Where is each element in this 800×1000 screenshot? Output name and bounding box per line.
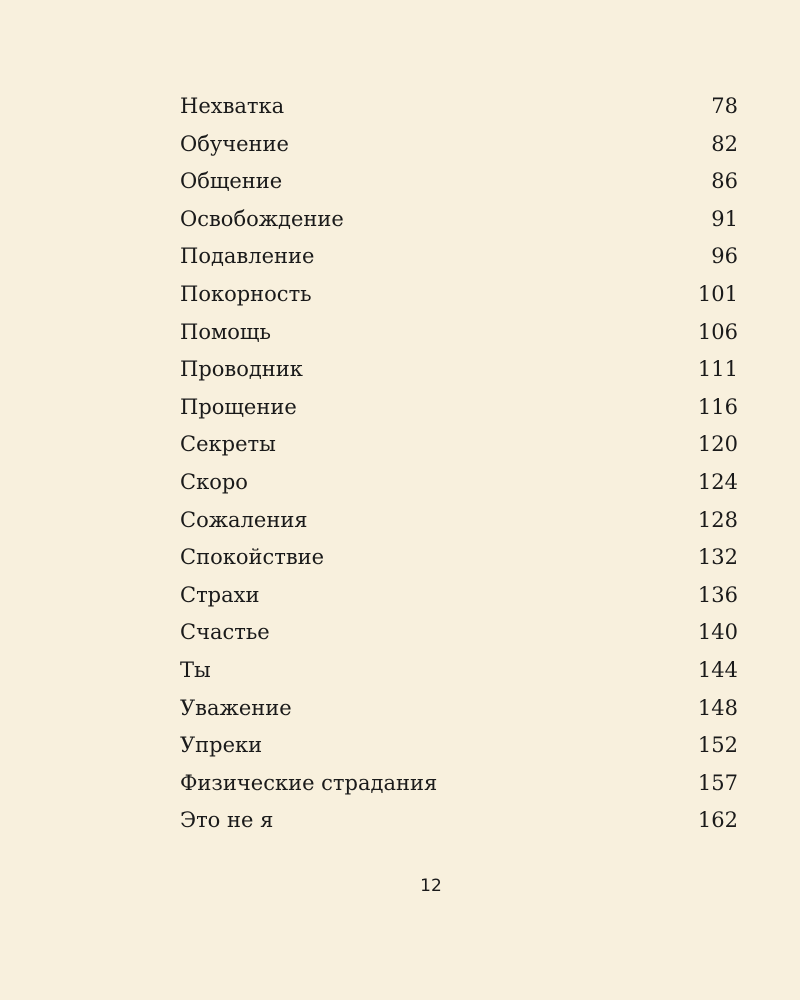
toc-entry-page: 111	[697, 357, 738, 382]
toc-entry	[180, 727, 738, 765]
toc-entry-title: Физические страдания	[180, 770, 438, 795]
toc-entry-title: Страхи	[180, 582, 260, 607]
toc-entry-title: Секреты	[180, 432, 276, 457]
toc-entry	[180, 690, 738, 728]
toc-entry-title: Счастье	[180, 620, 270, 645]
toc-entry-page: 144	[697, 657, 738, 682]
toc-entry-title: Покорность	[180, 281, 312, 306]
toc-entry-title: Скоро	[180, 469, 248, 494]
toc-entry-title: Общение	[180, 169, 283, 194]
toc-entry-title: Упреки	[180, 733, 263, 758]
toc-entry-page: 162	[697, 808, 738, 833]
toc-entry	[180, 238, 738, 276]
toc-entry	[180, 802, 738, 840]
toc-entry	[180, 464, 738, 502]
toc-entry-page: 132	[697, 545, 738, 570]
toc-entry-title: Прощение	[180, 394, 297, 419]
toc-entry	[180, 163, 738, 201]
toc-entry-title: Подавление	[180, 244, 315, 269]
toc-entry	[180, 389, 738, 427]
toc-entry	[180, 88, 738, 126]
toc-entry-page: 140	[697, 620, 738, 645]
toc-entry-page: 120	[697, 432, 738, 457]
toc-entry	[180, 201, 738, 239]
toc-entry	[180, 126, 738, 164]
toc-entry-title: Сожаления	[180, 507, 308, 532]
toc-entry-page: 124	[697, 469, 738, 494]
toc-entry-title: Нехватка	[180, 94, 285, 118]
toc-entry-page: 91	[711, 206, 738, 231]
toc-entry-title: Освобождение	[180, 206, 344, 231]
toc-entry-page: 101	[697, 281, 738, 306]
toc-entry-page: 148	[697, 695, 738, 720]
toc-entry-page: 106	[697, 319, 738, 344]
toc-entry-page: 136	[697, 582, 738, 607]
toc-entry	[180, 502, 738, 540]
toc-entry	[180, 314, 738, 352]
toc-entry-page: 128	[697, 507, 738, 532]
toc-entry	[180, 614, 738, 652]
toc-entry	[180, 276, 738, 314]
table-of-contents	[180, 88, 738, 840]
toc-entry-title: Ты	[180, 657, 211, 682]
toc-entry-title: Проводник	[180, 357, 303, 382]
toc-entry	[180, 765, 738, 803]
toc-entry-page: 78	[711, 94, 738, 118]
toc-entry-page: 116	[697, 394, 738, 419]
toc-entry-title: Обучение	[180, 131, 289, 156]
toc-entry-page: 86	[711, 169, 738, 194]
toc-entry	[180, 577, 738, 615]
toc-entry-title: Помощь	[180, 319, 271, 344]
toc-entry-title: Спокойствие	[180, 545, 325, 570]
toc-entry-page: 96	[711, 244, 738, 269]
page-number: 12	[420, 876, 442, 896]
toc-entry-page: 152	[697, 733, 738, 758]
toc-entry-title: Уважение	[180, 695, 292, 720]
toc-entry-page: 157	[697, 770, 738, 795]
toc-entry	[180, 426, 738, 464]
toc-entry	[180, 652, 738, 690]
toc-entry	[180, 539, 738, 577]
toc-entry	[180, 351, 738, 389]
toc-entry-page: 82	[711, 131, 738, 156]
toc-entry-title: Это не я	[180, 808, 274, 833]
